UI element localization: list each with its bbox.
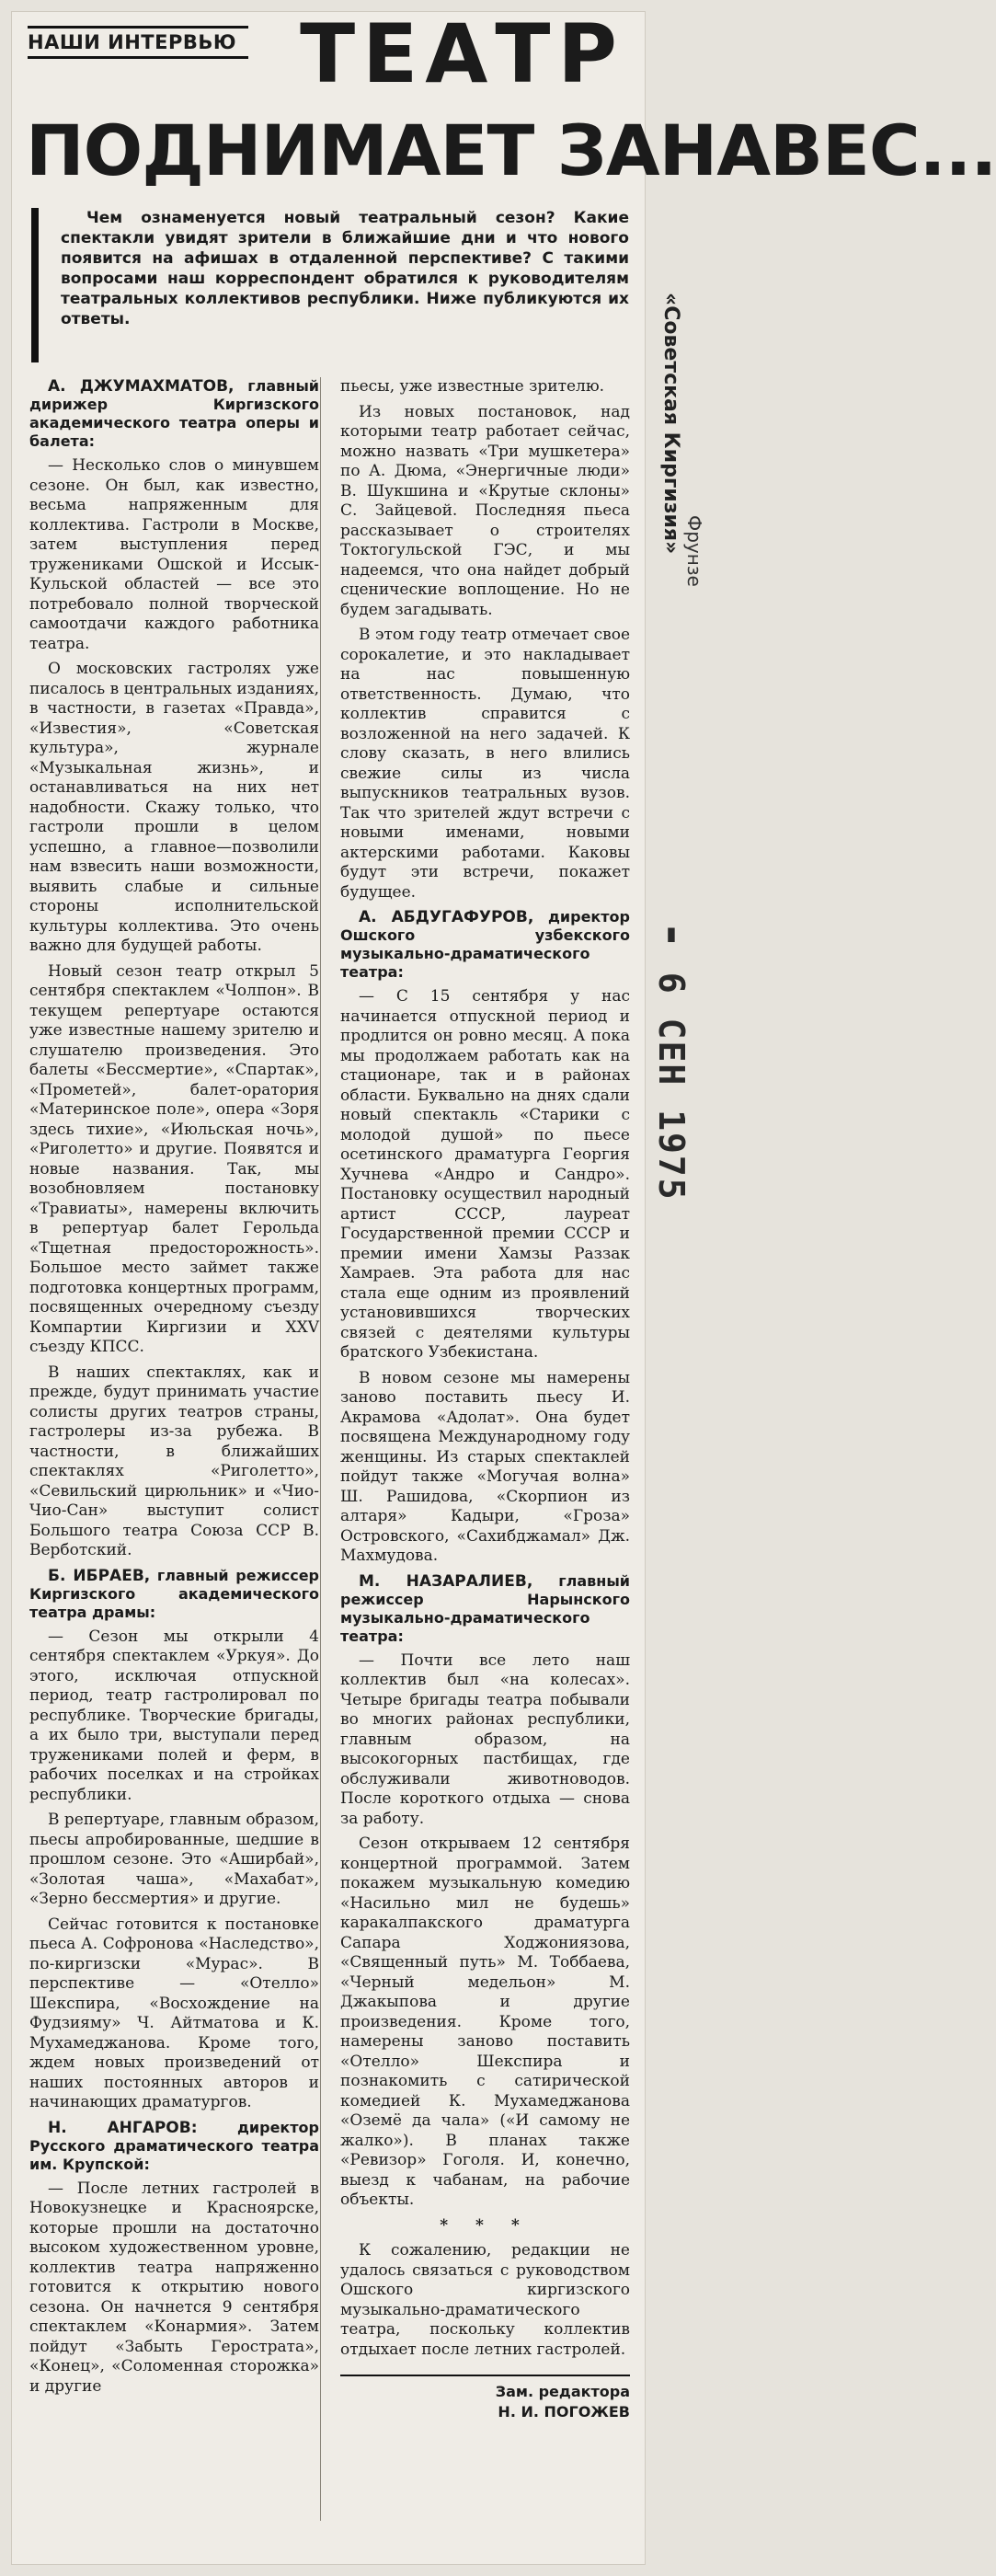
paragraph: В этом году театр отмечает свое сорокалетие, и это накладывает на нас повышенную ответственность. Думаю, что коллектив справится с возложенной на него задачей. К слову сказать, в него влились свежие силы из числа выпускников театральных вузов. Так что зрителей ждут встречи с новыми именами, новыми актерскими работами. Каковы будут эти встречи, покажет будущее. — [340, 626, 630, 902]
date-stamp — [644, 920, 699, 1202]
intro-text: Чем ознаменуется новый театральный сезон? Какие спектакли увидят зрители в ближайшие дни и что нового появится на афишах в отдаленной перспективе? С такими вопросами наш корреспондент обратился к руководителям театральных коллективов республики. Ниже публикуются их ответы. — [61, 209, 629, 328]
interviewee-name: Б. ИБРАЕВ, — [48, 1566, 151, 1585]
interviewee-role: директор Ошского узбекского музыкально-драматического театра: — [340, 908, 630, 981]
paragraph: Новый сезон театр открыл 5 сентября спектаклем «Чолпон». В текущем репертуаре остаются уже известные нашему зрителю и слушателю произведения. Это балеты «Бессмертие», «Спартак», «Прометей», балет-оратория «Материнское поле», опера «Зоря здесь тихие», «Июльская ночь», «Риголетто» и другие. Появятся и новые названия. Так, мы возобновляем постановку «Травиаты», намерены включить в репертуар балет Герольда «Тщетная предосторожность». Большое место займет также подготовка концертных программ, посвященных очередному съезду Компартии Киргизии и XXV съезду КПСС. — [29, 961, 319, 1356]
paragraph: — После летних гастролей в Новокузнецке и Красноярске, которые прошли на достаточно высоком художественном уровне, коллектив театра напряженно готовится к открытию нового сезона. Он начнется 9 сентября спектаклем «Конармия». Затем пойдут «Забыть Герострата», «Конец», «Соломенная сторожка» и другие — [29, 2179, 319, 2396]
interviewee-name: Н. АНГАРОВ: — [48, 2118, 198, 2137]
paragraph: В репертуаре, главным образом, пьесы апробированные, шедшие в прошлом сезоне. Это «Аширбай», «Золотая чаша», «Махабат», «Зерно бессмертия» и другие. — [29, 1811, 319, 1908]
interviewee-name: А. АБДУГАФУРОВ, — [359, 908, 534, 926]
paragraph: — С 15 сентября у нас начинается отпускной период и продлится он ровно месяц. А пока мы продолжаем работать как на стационаре, так и в районах области. Буквально на днях сдали новый спектакль «Старики с молодой душой» по пьесе осетинского драматурга Георгия Хучнева «Андро и Сандро». Постановку осуществил народный артист СССР, лауреат Государственной премии СССР и премии имени Хамзы Раззак Хамраев. Эта работа для нас стала еще одним из проявлений установившихся творческих связей с деятелями культуры братского Узбекистана. — [340, 987, 630, 1362]
source-city: Фрунзе — [683, 515, 705, 587]
interviewee-role: главный режиссер Киргизского академического театра драмы: — [29, 1566, 319, 1621]
source-newspaper-name: «Советская Киргизия» — [659, 293, 682, 555]
intro-lead — [61, 208, 629, 329]
signature-role: Зам. редактора — [495, 2383, 630, 2400]
signature-name: Н. И. ПОГОЖЕВ — [498, 2403, 630, 2421]
signature-block — [340, 2375, 630, 2424]
paragraph: — Почти все лето наш коллектив был «на колесах». Четыре бригады театра побывали во многих районах республики, главным образом, на высокогорных пастбищах, где обслуживали животноводов. После короткого отдыха — снова за работу. — [340, 1650, 630, 1828]
interview-head-abdugafurov — [340, 908, 630, 982]
paragraph: — Сезон мы открыли 4 сентября спектаклем «Уркуя». До этого, исключая отпускной период, театр гастролировал по республике. Творческие бригады, а их было три, выступали перед тружениками полей и ферм, в рабочих поселках и на стройках республики. — [29, 1627, 319, 1804]
interview-head-nazaraliev — [340, 1572, 630, 1646]
paragraph: В новом сезоне мы намерены заново поставить пьесу И. Акрамова «Адолат». Она будет посвящена Международному году женщины. Из старых спектаклей пойдут также «Могучая волна» Ш. Рашидова, «Скорпион из алтаря» Кадыри, «Гроза» Островского, «Сахибджамал» Дж. Махмудова. — [340, 1368, 630, 1565]
paragraph: пьесы, уже известные зрителю. — [340, 377, 605, 396]
headline-line-1: ТЕАТР — [300, 6, 624, 101]
section-separator: * * * — [440, 2215, 531, 2235]
headline-line-2: ПОДНИМАЕТ ЗАНАВЕС... — [26, 109, 996, 191]
stamp-mark-icon: ▮ — [658, 920, 685, 949]
interviewee-role: директор Русского драматического театра им. Крупской: — [29, 2118, 319, 2173]
paragraph: — Несколько слов о минувшем сезоне. Он был, как известно, весьма напряженным для коллектива. Гастроли в Москве, затем выступления перед тружениками Ошской и Иссык-Кульской областей — все это потребовало полной творческой самоотдачи каждого работника театра. — [29, 456, 319, 653]
interviewee-name: М. НАЗАРАЛИЕВ, — [359, 1571, 533, 1591]
interview-head-ibraev — [29, 1567, 319, 1622]
interview-head-dzhumakhmatov — [29, 377, 319, 451]
paragraph: Сезон открываем 12 сентября концертной программой. Затем покажем музыкальную комедию «Насильно мил не будешь» каракалпакского драматурга Сапара Ходжониязова, «Священный путь» М. Тоббаева, «Черный медельон» М. Джакыпова и другие произведения. Кроме того, намерены заново поставить «Отелло» Шекспира и познакомить с сатирической комедией К. Мухамеджанова «Оземё да чала» («И самому не жалко»). В планах также «Ревизор» Гоголя. И, конечно, выезд к чабанам, на рабочие объекты. — [340, 1834, 630, 2209]
interviewee-role: главный режиссер Нарынского музыкально-драматического театра: — [340, 1571, 630, 1645]
interviewee-name: А. ДЖУМАХМАТОВ, — [48, 377, 235, 396]
paragraph: Из новых постановок, над которыми театр работает сейчас, можно назвать «Три мушкетера» по А. Дюма, «Энергичные люди» В. Шукшина и «Крутые склоны» С. Зайцевой. Последняя пьеса рассказывает о строителях Токтогульской ГЭС, и мы надеемся, что она найдет добрый сценические воплощение. Но не будем загадывать. — [340, 402, 630, 619]
article-column-right — [340, 377, 630, 2535]
interview-head-angarov — [29, 2119, 319, 2174]
paragraph: Сейчас готовится к постановке пьеса А. Софронова «Наследство», по-киргизски «Мурас». В перспективе — «Отелло» Шекспира, «Восхождение на Фудзияму» Ч. Айтматова и К. Мухамеджанова. Кроме того, ждем новых произведений от наших постоянных авторов и начинающих драматургов. — [29, 1915, 319, 2111]
rubric-label: НАШИ ИНТЕРВЬЮ — [28, 26, 248, 59]
paragraph: О московских гастролях уже писалось в центральных изданиях, в частности, в газетах «Правда», «Известия», «Советская культура», журнале «Музыкальная жизнь», и останавливаться на них нет надобности. Скажу только, что гастроли прошли в целом успешно, а главное—позволили нам взвесить наши возможности, выявить слабые и сильные стороны исполнительской культуры коллектива. Это очень важно для будущей работы. — [29, 660, 319, 955]
column-divider — [320, 377, 321, 2521]
stamp-date: 6 СЕН 1975 — [651, 972, 692, 1202]
paragraph: В наших спектаклях, как и прежде, будут принимать участие солисты других театров страны, гастролеры из-за рубежа. В частности, в ближайших спектаклях «Риголетто», «Севильский цирюльник» и «Чио-Чио-Сан» выступит солист Большого театра Союза ССР В. Верботский. — [29, 1363, 319, 1559]
paragraph: К сожалению, редакции не удалось связаться с руководством Ошского киргизского музыкально-драматического театра, поскольку коллектив отдыхает после летних гастролей. — [340, 2241, 630, 2359]
intro-bar — [31, 208, 39, 362]
article-column-left — [29, 377, 319, 2535]
interviewee-role: главный дирижер Киргизского академического театра оперы и балета: — [29, 377, 319, 450]
